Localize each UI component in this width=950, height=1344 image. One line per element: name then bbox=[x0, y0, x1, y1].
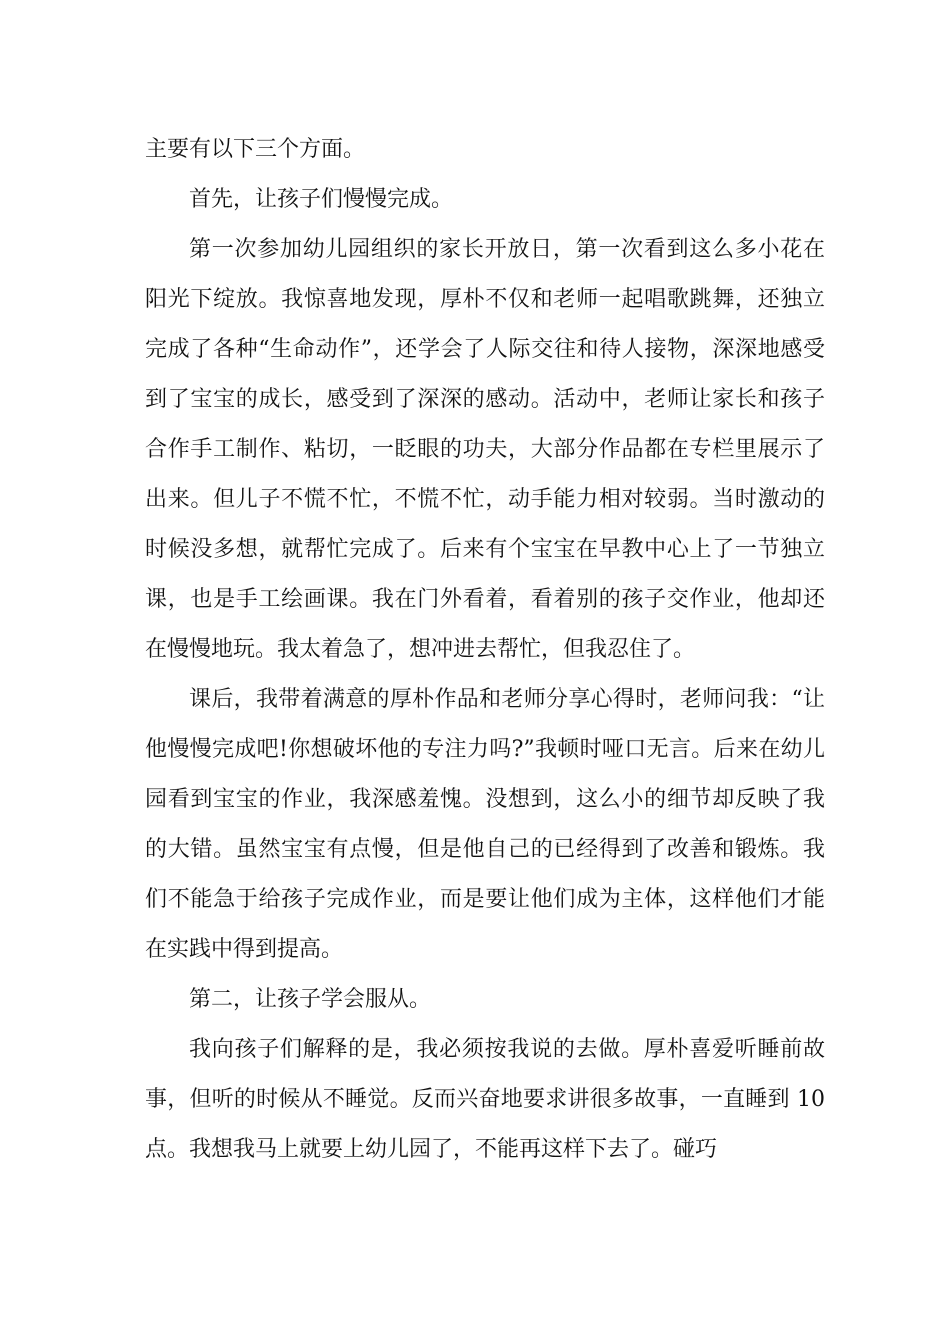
paragraph-bedtime-story: 我向孩子们解释的是，我必须按我说的去做。厚朴喜爱听睡前故事，但听的时候从不睡觉。反而兴奋地要求讲很多故事，一直睡到 10 点。我想我马上就要上幼儿园了，不能再这样下去了。碰巧 bbox=[145, 1037, 825, 1162]
paragraph-after-class: 课后，我带着满意的厚朴作品和老师分享心得时，老师问我：“让他慢慢完成吧!你想破坏他的专注力吗?”我顿时哑口无言。后来在幼儿园看到宝宝的作业，我深感羞愧。没想到，这么小的细节却反映了我的大错。虽然宝宝有点慢，但是他自己的已经得到了改善和锻炼。我们不能急于给孩子完成作业，而是要让他们成为主体，这样他们才能在实践中得到提高。 bbox=[145, 687, 825, 962]
paragraph-heading-second: 第二，让孩子学会服从。 bbox=[189, 987, 432, 1012]
paragraph-heading-first: 首先，让孩子们慢慢完成。 bbox=[189, 187, 454, 212]
document-body bbox=[145, 125, 825, 1175]
paragraph-intro: 主要有以下三个方面。 bbox=[145, 137, 366, 162]
paragraph-open-day: 第一次参加幼儿园组织的家长开放日，第一次看到这么多小花在阳光下绽放。我惊喜地发现，厚朴不仅和老师一起唱歌跳舞，还独立完成了各种“生命动作”，还学会了人际交往和待人接物，深深地感受到了宝宝的成长，感受到了深深的感动。活动中，老师让家长和孩子合作手工制作、粘切，一眨眼的功夫，大部分作品都在专栏里展示了出来。但儿子不慌不忙，不慌不忙，动手能力相对较弱。当时激动的时候没多想，就帮忙完成了。后来有个宝宝在早教中心上了一节独立课，也是手工绘画课。我在门外看着，看着别的孩子交作业，他却还在慢慢地玩。我太着急了，想冲进去帮忙，但我忍住了。 bbox=[145, 237, 825, 662]
